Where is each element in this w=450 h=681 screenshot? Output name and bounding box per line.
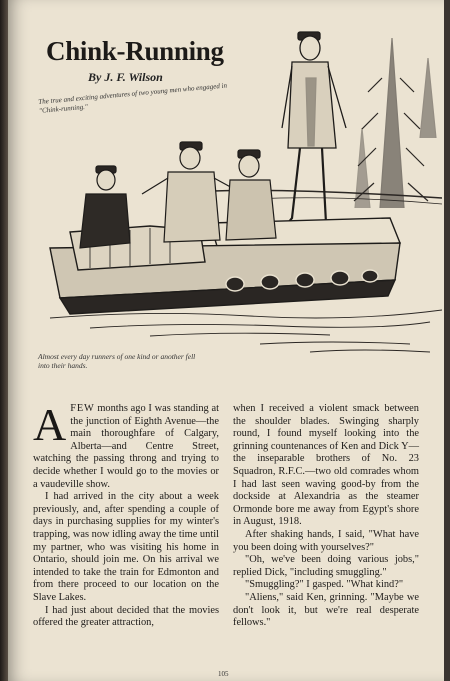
article-byline: By J. F. Wilson bbox=[88, 70, 163, 84]
book-gutter-shadow bbox=[0, 0, 8, 681]
magazine-page bbox=[8, 0, 444, 681]
paragraph: After shaking hands, I said, "What have you been doing with yourselves?" bbox=[233, 528, 419, 553]
illustration-caption: Almost every day runners of one kind or another fell into their hands. bbox=[38, 352, 196, 370]
article-deck: The true and exciting adventures of two young men who engaged in "Chink-running." bbox=[38, 81, 228, 115]
paragraph: "Aliens," said Ken, grinning. "Maybe we don't look it, but we're real desperate fellows." bbox=[233, 591, 419, 629]
text-column-left bbox=[33, 399, 219, 630]
paragraph bbox=[33, 399, 219, 491]
drop-cap: A bbox=[33, 399, 67, 450]
paragraph-text: months ago I was standing at the junction of Eighth Avenue—the main thoroughfare of Calgary, Alberta—and Centre Street, watching the passing throng and trying to decide whether I would go to the movies or a vaudeville show. bbox=[33, 403, 219, 490]
first-word: FEW bbox=[70, 403, 95, 414]
article-title: Chink-Running bbox=[46, 36, 224, 66]
page-number: 105 bbox=[218, 670, 229, 678]
paragraph: I had just about decided that the movies offered the greater attraction, bbox=[33, 604, 219, 629]
paragraph: "Oh, we've been doing various jobs," replied Dick, "including smuggling." bbox=[233, 554, 419, 578]
paragraph: when I received a violent smack between the shoulder blades. Swinging sharply round, I found myself looking into the grinning countenances of Ken and Dick Y— the inseparable brothers of No. 23 Squadron, R.F.C.—two old comrades whom I had last seen waving good-by from the dockside at Alexandria as the steamer Ormonde bore me away from Egypt's shore in August, 1918. bbox=[233, 403, 419, 528]
text-column-right bbox=[233, 403, 419, 630]
paragraph: I had arrived in the city about a week previously, and, after spending a couple of days in purchasing supplies for my winter's trapping, was now idling away the time until my partner, who was visiting his home in Ontario, should join me. On his arrival we intended to take the train for Edmonton and from there proceed to our location on the Slave Lakes. bbox=[33, 491, 219, 603]
paragraph: "Smuggling?" I gasped. "What kind?" bbox=[245, 579, 404, 591]
